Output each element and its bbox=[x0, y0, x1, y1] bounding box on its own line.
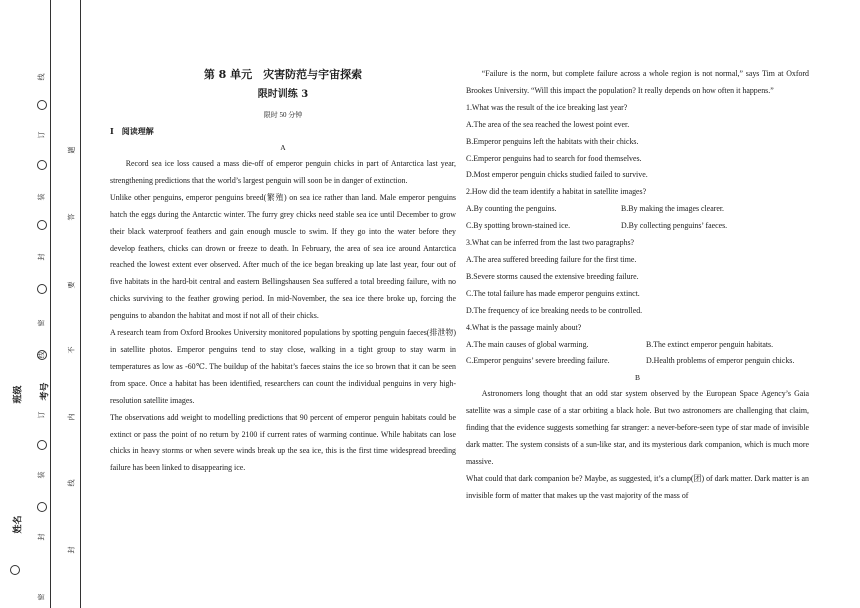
binding-line-outer bbox=[80, 0, 81, 608]
left-column bbox=[110, 66, 456, 477]
margin-char: 线 bbox=[67, 479, 76, 487]
question-option: D.The frequency of ice breaking needs to be controlled. bbox=[466, 305, 643, 315]
binding-hole-7 bbox=[37, 502, 47, 512]
question-option: C.The total failure has made emperor penguins extinct. bbox=[466, 288, 640, 298]
question-option: B.The extinct emperor penguin habitats. bbox=[646, 339, 774, 349]
question-option: A.The area of the sea reached the lowest point ever. bbox=[466, 119, 630, 129]
margin-char: 不 bbox=[67, 346, 76, 354]
margin-char: 装 bbox=[37, 471, 46, 479]
margin-char: 装 bbox=[37, 193, 46, 201]
question-option: B.By making the images clearer. bbox=[621, 204, 724, 214]
binding-hole-4 bbox=[37, 284, 47, 294]
question-option: C.Emperor penguins had to search for food themselves. bbox=[466, 153, 642, 163]
passage-a-paragraph: A research team from Oxford Brookes University monitored populations by spotting penguin faeces(排泄物) in satellite photos. Emperor penguins tend to stay close, walking in a tight group to stay warm in temperatures as low as -60℃. The buildup of the habitat’s faeces stains the ice so brown that it can be seen from space. Once a habitat has been identified, researchers can count the individual penguins in very high-resolution satellite images. bbox=[110, 328, 456, 405]
question-option: D.Health problems of emperor penguin chicks. bbox=[646, 356, 795, 366]
question-option: A.The area suffered breeding failure for the first time. bbox=[466, 254, 637, 264]
binding-hole-8 bbox=[10, 565, 20, 575]
page-title: 第 8 单元 灾害防范与宇宙探索 bbox=[203, 68, 363, 81]
passage-a-letter: A bbox=[280, 143, 286, 152]
margin-char: 线 bbox=[37, 73, 46, 81]
passage-b-paragraph: Astronomers long thought that an odd star system observed by the European Space Agency’s Gaia satellite was a simple case of a star orbiting a black hole. But two astronomers are challenging that claim, finding that the evidence suggests something far stranger: a never-before-seen type of star made of invisible dark matter. The system consists of a sun-like star, and its mysterious dark companion, which is much more massive. bbox=[466, 389, 809, 466]
passage-a-paragraph: Unlike other penguins, emperor penguins breed(繁殖) on sea ice rather than land. Male emperor penguins hatch the eggs during the Antarctic winter. The furry grey chicks need stable sea ice until December to grow their black waterproof feathers and gain enough muscle to swim. If they go into the water before they develop feathers, chicks can drown or freeze to death. In February, the area of sea ice around Antarctica reached the lowest extent ever observed. After much of the ice began breaking up late last year, four out of five habitats in the hard-bit central and eastern Bellingshausen Sea suffered a total breeding failure, with no chicks surviving to the feather growing period. In mid-November, the sea ice there broke up, forcing the penguins to abandon the habitat and most if not all of their chicks. bbox=[110, 192, 456, 321]
margin-char: 要 bbox=[67, 281, 76, 289]
binding-margin bbox=[0, 0, 95, 608]
question-option-row bbox=[466, 337, 809, 354]
binding-hole-3 bbox=[37, 220, 47, 230]
question-option: A.By counting the penguins. bbox=[466, 204, 557, 214]
margin-char: 密 bbox=[37, 593, 46, 601]
binding-hole-6 bbox=[37, 440, 47, 450]
name-label: 姓名 bbox=[13, 515, 24, 534]
binding-hole-2 bbox=[37, 160, 47, 170]
question-stem: 1.What was the result of the ice breaking last year? bbox=[466, 102, 628, 112]
exam-number-label: 考号 bbox=[40, 382, 51, 401]
margin-char: 订 bbox=[37, 411, 46, 419]
question-option: B.Severe storms caused the extensive breeding failure. bbox=[466, 271, 639, 281]
question-stem: 4.What is the passage mainly about? bbox=[466, 322, 582, 332]
margin-char: 线 bbox=[37, 351, 46, 359]
question-stem: 3.What can be inferred from the last two paragraphs? bbox=[466, 238, 635, 248]
margin-char: 封 bbox=[37, 533, 46, 541]
quote-paragraph: “Failure is the norm, but complete failure across a whole region is not normal,” says Tim at Oxford Brookes University. “Will this impact the population? It really depends on how often it happens.” bbox=[466, 69, 809, 95]
question-option: D.Most emperor penguin chicks studied failed to survive. bbox=[466, 170, 648, 180]
margin-char: 封 bbox=[37, 253, 46, 261]
margin-char: 题 bbox=[67, 146, 76, 154]
question-option-row bbox=[466, 218, 809, 235]
passage-b-paragraph: What could that dark companion be? Maybe, as suggested, it’s a clump(团) of dark matter. Dark matter is an invisible form of matter that makes up the vast majority of the mass of bbox=[466, 473, 809, 500]
binding-line-inner bbox=[50, 0, 51, 608]
binding-hole-1 bbox=[37, 100, 47, 110]
question-option: B.Emperor penguins left the habitats with their chicks. bbox=[466, 136, 639, 146]
question-option: D.By collecting penguins’ faeces. bbox=[621, 221, 728, 231]
time-limit: 限时 50 分钟 bbox=[263, 111, 303, 119]
margin-char: 内 bbox=[67, 413, 76, 421]
margin-char: 订 bbox=[37, 131, 46, 139]
section-label: Ⅰ 阅读理解 bbox=[110, 127, 154, 136]
question-option-row bbox=[466, 201, 809, 218]
passage-b-letter: B bbox=[634, 373, 640, 383]
margin-char: 密 bbox=[37, 319, 46, 327]
page-subtitle: 限时训练 3 bbox=[257, 89, 309, 100]
margin-char: 答 bbox=[67, 213, 76, 221]
question-stem: 2.How did the team identify a habitat in satellite images? bbox=[466, 187, 647, 197]
margin-char: 封 bbox=[67, 546, 76, 554]
question-option: C.Emperor penguins’ severe breeding failure. bbox=[466, 356, 610, 366]
passage-a-paragraph: Record sea ice loss caused a mass die-off of emperor penguin chicks in part of Antarctica last year, strengthening predictions that the world’s largest penguin will soon be in danger of extinction. bbox=[110, 159, 456, 185]
right-column bbox=[466, 66, 809, 505]
class-label: 班级 bbox=[13, 385, 24, 404]
question-option: C.By spotting brown-stained ice. bbox=[466, 221, 571, 231]
question-option-row bbox=[466, 353, 809, 370]
question-option: A.The main causes of global warming. bbox=[466, 339, 589, 349]
passage-a-paragraph: The observations add weight to modelling predictions that 90 percent of emperor penguin habitats could be extinct or pass the point of no return by 2100 if current rates of warming continue. While habitats can lose chicks in heavy storms or when severe winds break up the sea ice, this is the first time widespread breeding failure has been linked to disappearing ice. bbox=[110, 412, 456, 473]
